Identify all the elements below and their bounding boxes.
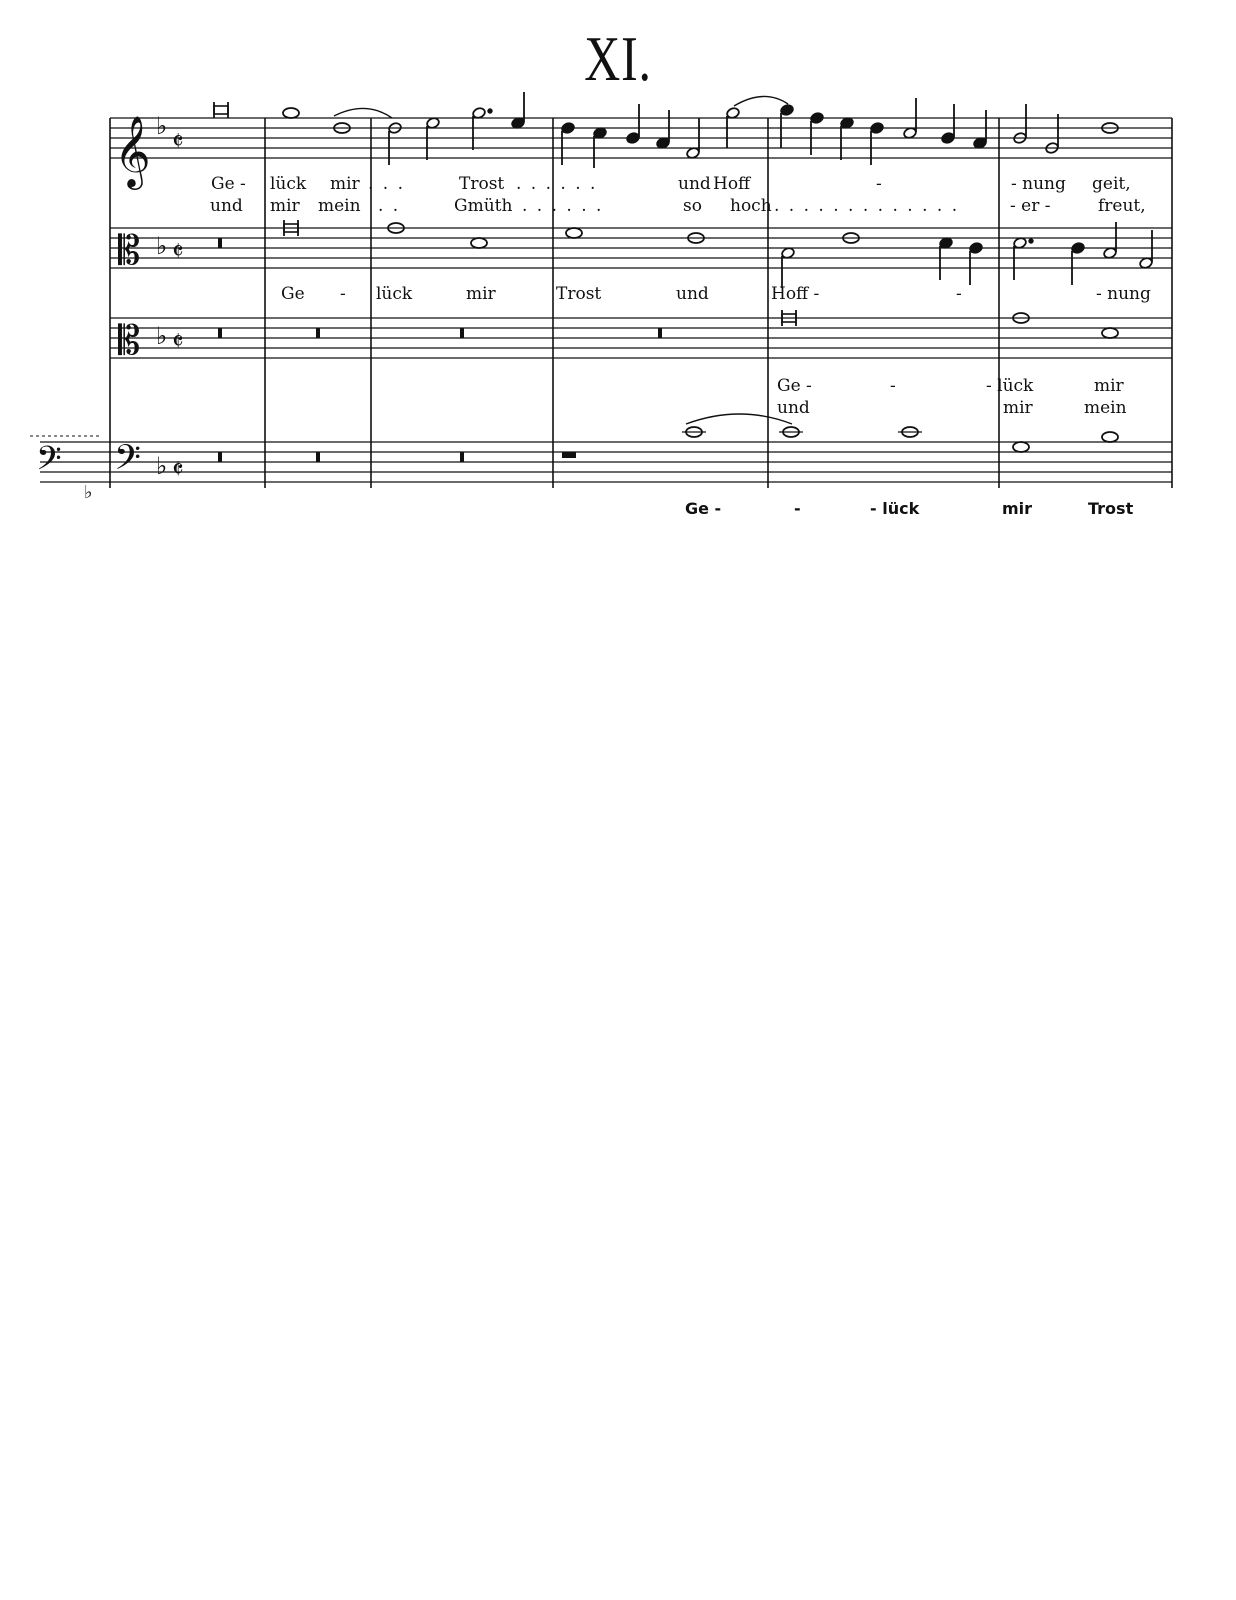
staff-4-lines <box>40 442 1172 482</box>
double-whole-rest <box>562 452 576 458</box>
staff-1-notes <box>214 92 1118 168</box>
lyric-syllable: Gmüth <box>454 196 513 216</box>
quarter-note <box>973 110 987 149</box>
lyric-syllable: freut, <box>1098 196 1146 216</box>
flat-icon: ♭ <box>156 112 168 140</box>
lyric-syllable: Hoff <box>713 174 751 194</box>
lyric-syllable: - <box>340 284 346 304</box>
incipit-flat-icon: ♭ <box>84 482 93 503</box>
whole-note <box>1013 442 1029 452</box>
whole-rest <box>218 328 222 338</box>
quarter-note <box>969 242 983 285</box>
melisma-dots: . . . . . . <box>516 174 598 194</box>
lyric-syllable: mein <box>1084 398 1127 418</box>
cut-time-icon: 𝄵 <box>172 237 184 267</box>
tie-slur <box>334 108 392 118</box>
staff-1-lines <box>110 118 1172 158</box>
whole-note <box>283 108 299 118</box>
lyric-syllable: - lück <box>870 499 920 518</box>
flat-icon: ♭ <box>156 452 168 480</box>
tie-slur <box>734 96 788 106</box>
whole-rest <box>316 328 320 338</box>
lyric-syllable: und <box>676 284 709 304</box>
alto-clef-icon: 𝄡 <box>118 228 141 274</box>
staff-3-lyrics <box>777 376 1127 418</box>
alto-clef-icon: 𝄡 <box>118 318 141 364</box>
quarter-note <box>1071 242 1085 285</box>
lyric-syllable: mir <box>330 174 360 194</box>
staff-2-lyrics <box>281 284 1151 304</box>
quarter-note <box>656 110 670 149</box>
lyric-syllable: und <box>678 174 711 194</box>
flat-icon: ♭ <box>156 232 168 260</box>
lyric-syllable: geit, <box>1092 174 1131 194</box>
cut-time-icon: 𝄵 <box>172 455 184 485</box>
staff-2-prefix <box>118 228 184 274</box>
breve-note <box>214 102 228 118</box>
lyric-syllable: und <box>210 196 243 216</box>
lyric-syllable: hoch <box>730 196 772 216</box>
lyric-syllable: - nung <box>1011 174 1066 194</box>
whole-rest <box>218 452 222 462</box>
lyric-syllable: mir <box>270 196 300 216</box>
lyric-syllable: - lück <box>986 376 1034 396</box>
lyric-syllable: - <box>794 499 801 518</box>
melisma-dots: . . . . . . <box>522 196 604 216</box>
whole-rest <box>316 452 320 462</box>
lyric-syllable: - er - <box>1010 196 1051 216</box>
lyric-syllable: Ge - <box>211 174 246 194</box>
staff-1-prefix <box>114 112 184 190</box>
lyric-syllable: - <box>876 174 882 194</box>
incipit-bass-clef-icon: 𝄢 <box>36 440 62 486</box>
staff-4-lyrics <box>685 499 1134 518</box>
lyric-syllable: mir <box>1003 398 1033 418</box>
lyric-syllable: - <box>890 376 896 396</box>
whole-note <box>1102 432 1118 442</box>
lyric-syllable: Hoff - <box>771 284 820 304</box>
half-note <box>1139 230 1153 269</box>
lyric-syllable: - nung <box>1096 284 1151 304</box>
staff-3-prefix <box>118 318 184 364</box>
whole-rest <box>218 238 222 248</box>
staff-3-notes <box>218 310 1118 338</box>
melisma-dots: . . . <box>368 174 406 194</box>
lyric-syllable: mir <box>1094 376 1124 396</box>
lyric-syllable: so <box>683 196 702 216</box>
quarter-note <box>941 104 955 144</box>
lyric-syllable: und <box>777 398 810 418</box>
lyric-syllable: Trost <box>1088 499 1134 518</box>
piece-number: XI. <box>584 23 652 94</box>
quarter-note <box>626 104 640 144</box>
melisma-dots: . . . . . . . . . . . . . <box>774 196 960 216</box>
staff-2-notes <box>218 220 1153 288</box>
lyric-syllable: mir <box>466 284 496 304</box>
lyric-syllable: mir <box>1002 499 1033 518</box>
whole-note <box>1102 328 1118 338</box>
cut-time-icon: 𝄵 <box>172 127 184 157</box>
whole-note <box>566 228 582 238</box>
lyric-syllable: - <box>956 284 962 304</box>
lyric-syllable: lück <box>270 174 307 194</box>
lyric-syllable: Trost <box>556 284 602 304</box>
bass-clef-icon: 𝄢 <box>114 437 142 486</box>
whole-rest <box>460 452 464 462</box>
staff-4-notes <box>218 414 1118 462</box>
lyric-syllable: Trost <box>459 174 505 194</box>
whole-rest <box>658 328 662 338</box>
cut-time-icon: 𝄵 <box>172 327 184 357</box>
whole-rest <box>460 328 464 338</box>
quarter-note <box>780 104 794 148</box>
lyric-syllable: mein <box>318 196 361 216</box>
lyric-syllable: Ge - <box>777 376 812 396</box>
flat-icon: ♭ <box>156 322 168 350</box>
staff-3-lines <box>110 318 1172 358</box>
staff-2-lines <box>110 228 1172 268</box>
staff-1-lyrics <box>210 174 1146 216</box>
treble-clef-icon: 𝄞 <box>114 114 151 187</box>
whole-note <box>471 238 487 248</box>
lyric-syllable: lück <box>376 284 413 304</box>
lyric-syllable: Ge - <box>685 499 722 518</box>
melisma-dots: . . <box>378 196 401 216</box>
lyric-syllable: Ge <box>281 284 305 304</box>
quarter-note <box>511 92 525 129</box>
